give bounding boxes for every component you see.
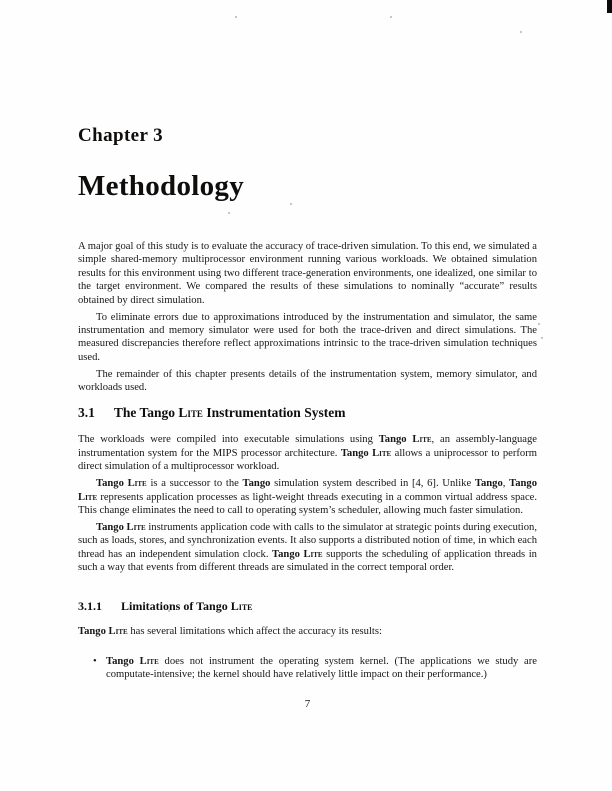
chapter-label: Chapter 3 <box>78 125 164 146</box>
text-run: Limitations of Tango <box>121 598 231 613</box>
bullet-item <box>78 655 537 682</box>
paragraph-section-3 <box>78 521 537 575</box>
subsection-number: 3.1.1 <box>78 598 102 613</box>
text-run: Tango <box>96 521 127 533</box>
text-run: Lite <box>78 491 98 503</box>
text-run: Lite <box>127 478 147 490</box>
scan-speck <box>541 337 543 339</box>
paragraph-section-2 <box>78 477 537 517</box>
text-run: To eliminate errors due to approximations introduced by the instrumentation and simulator, the same instrumentation and memory simulator were used for both the trace-driven and direct simulations. The measured discrepancies therefore reflect approximations intrinsic to the trace-driven simulation techniques used. <box>78 311 537 363</box>
text-run: allows a uniprocessor to perform direct simulation of a multiprocessor workload. <box>78 447 537 473</box>
text-run: , <box>502 478 510 490</box>
text-run: Tango <box>474 478 503 490</box>
text-run: does not instrument the operating system kernel. (The applications we study are computate-intensive; the kernel should have relatively little impact on their performance.) <box>106 655 537 681</box>
text-run: simulation system described in [4, 6]. Unlike <box>270 478 475 490</box>
text-run: Lite <box>412 434 432 446</box>
text-run: The remainder of this chapter presents details of the instrumentation system, memory simulator, and workloads used. <box>78 368 537 394</box>
paragraph-intro-1 <box>78 240 537 307</box>
page-content <box>78 0 537 710</box>
paragraph-section-1 <box>78 433 537 473</box>
bullet-marker: • <box>93 655 97 667</box>
text-run: Tango <box>242 478 271 490</box>
text-run: Tango <box>96 478 128 490</box>
text-run: Tango <box>509 478 537 490</box>
text-run: Lite <box>178 405 203 421</box>
text-run: Lite <box>230 598 253 613</box>
text-run: , an assembly-language instrumentation system for the MIPS processor architecture. <box>78 434 538 459</box>
text-run: Tango <box>78 625 109 637</box>
section-number: 3.1 <box>78 405 95 421</box>
text-run: The workloads were compiled into executable simulations using <box>78 434 379 446</box>
paragraph-intro-2 <box>78 311 537 365</box>
text-run: instruments application code with calls to the simulator at strategic points during execution, such as loads, stores, and synchronization events. It also supports a distributed notion of time, in which each thread has an independent simulation clock. <box>78 521 537 560</box>
text-run: A major goal of this study is to evaluate the accuracy of trace-driven simulation. To this end, we simulated a simple shared-memory multiprocessor environment running various workloads. We obtained simulation results for this environment using two different trace-generation environments, one idealized, one similar to the target environment. We compared the results of these simulations to nominally “accurate” results obtained by direct simulation. <box>78 241 537 306</box>
text-run: Tango <box>106 655 140 667</box>
text-run: Lite <box>303 548 323 560</box>
subsection-heading <box>78 599 537 613</box>
section-title <box>114 405 346 420</box>
page-number: 7 <box>304 697 311 710</box>
text-run: The Tango <box>113 405 179 421</box>
scan-artifact-bar <box>607 0 612 13</box>
section-heading <box>78 405 537 421</box>
text-run: Tango <box>272 548 304 560</box>
text-run: Tango <box>378 434 413 446</box>
bullet-text <box>106 655 537 682</box>
text-run: represents application processes as light-weight threads executing in a common virtual address space. This change eliminates the need to call to operating system’s scheduler, allowing much faster simulation. <box>78 491 537 516</box>
subsection-title <box>121 599 253 613</box>
text-run: Lite <box>139 655 159 667</box>
scan-speck <box>538 323 540 325</box>
text-run: Instrumentation System <box>202 405 346 421</box>
chapter-title: Methodology <box>78 170 245 202</box>
text-run: has several limitations which affect the accuracy its results: <box>127 625 382 637</box>
text-run: Lite <box>108 625 128 637</box>
text-run: Lite <box>372 447 392 459</box>
text-run: Lite <box>126 521 146 533</box>
paragraph-subsection-intro <box>78 625 537 638</box>
text-run: Tango <box>340 447 373 459</box>
paragraph-intro-3 <box>78 368 537 395</box>
text-run: supports the scheduling of application threads in such a way that events from different threads are simulated in the correct temporal order. <box>78 548 537 574</box>
text-run: is a successor to the <box>146 478 243 490</box>
